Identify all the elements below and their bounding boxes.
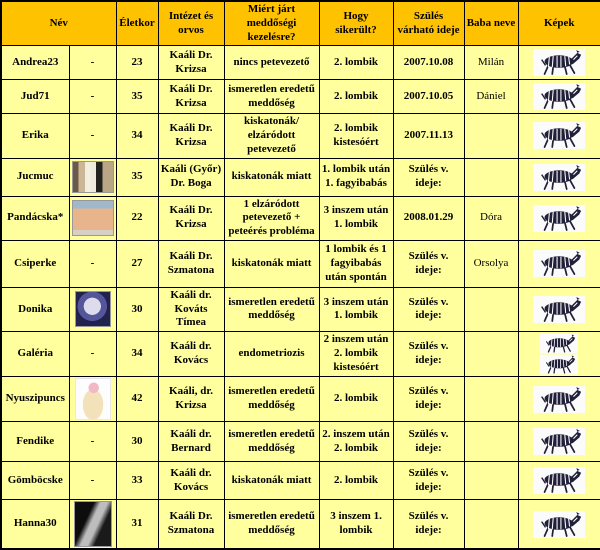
pictures-cell — [518, 332, 600, 377]
member-name-cell: Galéria — [1, 332, 69, 377]
age-cell: 31 — [116, 500, 158, 550]
member-photo-cell: - — [69, 422, 116, 462]
due-date-cell: Szülés v. ideje: — [393, 422, 464, 462]
result-cell: 2. lombik — [319, 46, 393, 80]
treatment-reason-cell: kiskatonák miatt — [224, 462, 319, 500]
member-photo-cell: - — [69, 114, 116, 158]
zebra-icon — [540, 333, 578, 354]
header-due-date: Szülés várható ideje — [393, 1, 464, 46]
table-row — [1, 332, 600, 377]
result-cell: 1. lombik után 1. fagyibabás — [319, 158, 393, 196]
age-cell: 30 — [116, 422, 158, 462]
table-row — [1, 287, 600, 331]
treatment-reason-cell: ismeretlen eredetű meddőség — [224, 422, 319, 462]
baby-name-cell: Dániel — [464, 80, 518, 114]
result-cell: 2. inszem után 2. lombik — [319, 422, 393, 462]
pictures-cell — [518, 500, 600, 550]
treatment-reason-cell: kiskatonák/ elzáródott petevezető — [224, 114, 319, 158]
member-photo-cell — [69, 158, 116, 196]
member-photo-cell: - — [69, 80, 116, 114]
baby-name-cell — [464, 422, 518, 462]
header-row — [1, 1, 600, 46]
doctor-cell: Kaáli dr. Kovács — [158, 332, 224, 377]
header-result: Hogy sikerült? — [319, 1, 393, 46]
table-row — [1, 422, 600, 462]
age-cell: 35 — [116, 80, 158, 114]
age-cell: 34 — [116, 114, 158, 158]
baby-name-cell — [464, 287, 518, 331]
treatment-reason-cell: nincs petevezető — [224, 46, 319, 80]
result-cell: 2. lombik kistesóért — [319, 114, 393, 158]
pictures-cell — [518, 158, 600, 196]
header-pictures: Képek — [518, 1, 600, 46]
result-cell: 2. lombik — [319, 80, 393, 114]
doctor-cell: Kaáli Dr. Krizsa — [158, 46, 224, 80]
member-photo-cell — [69, 500, 116, 550]
zebra-icon — [533, 467, 585, 494]
baby-name-cell — [464, 114, 518, 158]
zebra-icon — [540, 354, 578, 375]
bw-pregnancy-photo — [74, 501, 112, 547]
treatment-reason-cell: endometriozis — [224, 332, 319, 377]
due-date-cell: Szülés v. ideje: — [393, 158, 464, 196]
doctor-cell: Kaáli, dr. Krizsa — [158, 377, 224, 422]
pictures-cell — [518, 114, 600, 158]
pictures-cell — [518, 80, 600, 114]
due-date-cell: Szülés v. ideje: — [393, 462, 464, 500]
zebra-icon — [533, 386, 585, 413]
wedding-photo — [72, 161, 114, 193]
zebra-icon — [533, 122, 585, 149]
result-cell: 3 inszem után 1. lombik — [319, 287, 393, 331]
treatment-reason-cell: 1 elzáródott petevezető + peteérés probléma — [224, 196, 319, 240]
table-row — [1, 46, 600, 80]
age-cell: 30 — [116, 287, 158, 331]
due-date-cell: 2008.01.29 — [393, 196, 464, 240]
doctor-cell: Kaáli Dr. Krizsa — [158, 114, 224, 158]
bunny-cartoon-photo — [75, 378, 111, 420]
result-cell: 1 lombik és 1 fagyibabás után spontán — [319, 240, 393, 287]
doctor-cell: Kaáli Dr. Krizsa — [158, 80, 224, 114]
baby-name-cell — [464, 158, 518, 196]
header-doctor: Intézet és orvos — [158, 1, 224, 46]
baby-name-cell: Orsolya — [464, 240, 518, 287]
member-photo-cell — [69, 287, 116, 331]
due-date-cell: Szülés v. ideje: — [393, 287, 464, 331]
treatment-reason-cell: ismeretlen eredetű meddőség — [224, 287, 319, 331]
zebra-icon — [533, 49, 585, 76]
pictures-cell — [518, 287, 600, 331]
member-name-cell: Jucmuc — [1, 158, 69, 196]
result-cell: 3 inszem után 1. lombik — [319, 196, 393, 240]
doctor-cell: Kaáli Dr. Szmatona — [158, 500, 224, 550]
baby-name-cell: Dóra — [464, 196, 518, 240]
baby-name-cell — [464, 500, 518, 550]
treatment-reason-cell: kiskatonák miatt — [224, 240, 319, 287]
dumbo-cartoon-photo — [75, 291, 111, 327]
age-cell: 22 — [116, 196, 158, 240]
table-row — [1, 500, 600, 550]
baby-name-cell — [464, 377, 518, 422]
member-name-cell: Hanna30 — [1, 500, 69, 550]
due-date-cell: Szülés v. ideje: — [393, 500, 464, 550]
member-photo-cell — [69, 196, 116, 240]
age-cell: 42 — [116, 377, 158, 422]
doctor-cell: Kaáli dr. Kovács — [158, 462, 224, 500]
member-name-cell: Erika — [1, 114, 69, 158]
pictures-cell — [518, 462, 600, 500]
member-photo-cell: - — [69, 240, 116, 287]
pregnant-belly-photo — [72, 200, 114, 236]
age-cell: 35 — [116, 158, 158, 196]
result-cell: 2 inszem után 2. lombik kistesóért — [319, 332, 393, 377]
doctor-cell: Kaáli dr. Kováts Tímea — [158, 287, 224, 331]
age-cell: 34 — [116, 332, 158, 377]
table-row — [1, 462, 600, 500]
member-name-cell: Pandácska* — [1, 196, 69, 240]
header-reason: Miért járt meddőségi kezelésre? — [224, 1, 319, 46]
header-baby-name: Baba neve — [464, 1, 518, 46]
doctor-cell: Kaáli Dr. Krizsa — [158, 196, 224, 240]
member-name-cell: Andrea23 — [1, 46, 69, 80]
member-photo-cell: - — [69, 332, 116, 377]
baby-name-cell — [464, 332, 518, 377]
age-cell: 33 — [116, 462, 158, 500]
treatment-reason-cell: ismeretlen eredetű meddőség — [224, 80, 319, 114]
header-name: Név — [1, 1, 116, 46]
header-age: Életkor — [116, 1, 158, 46]
zebra-icon — [533, 428, 585, 455]
member-name-cell: Csiperke — [1, 240, 69, 287]
age-cell: 27 — [116, 240, 158, 287]
due-date-cell: Szülés v. ideje: — [393, 377, 464, 422]
zebra-icon — [533, 250, 585, 277]
table-row — [1, 158, 600, 196]
treatment-reason-cell: ismeretlen eredetű meddőség — [224, 377, 319, 422]
zebra-icon — [533, 511, 585, 538]
pictures-cell — [518, 240, 600, 287]
pictures-cell — [518, 196, 600, 240]
baby-name-cell: Milán — [464, 46, 518, 80]
table-row — [1, 377, 600, 422]
table-row — [1, 114, 600, 158]
treatment-reason-cell: kiskatonák miatt — [224, 158, 319, 196]
due-date-cell: Szülés v. ideje: — [393, 332, 464, 377]
member-name-cell: Donika — [1, 287, 69, 331]
pictures-cell — [518, 422, 600, 462]
due-date-cell: 2007.10.05 — [393, 80, 464, 114]
pictures-cell — [518, 46, 600, 80]
due-date-cell: Szülés v. ideje: — [393, 240, 464, 287]
member-photo-cell: - — [69, 46, 116, 80]
doctor-cell: Kaáli (Győr) Dr. Boga — [158, 158, 224, 196]
doctor-cell: Kaáli Dr. Szmatona — [158, 240, 224, 287]
table-row — [1, 80, 600, 114]
result-cell: 3 inszem 1. lombik — [319, 500, 393, 550]
table-row — [1, 196, 600, 240]
treatment-reason-cell: ismeretlen eredetű meddőség — [224, 500, 319, 550]
member-photo-cell: - — [69, 462, 116, 500]
pictures-cell — [518, 377, 600, 422]
zebra-icon — [533, 205, 585, 232]
member-name-cell: Nyuszipuncs — [1, 377, 69, 422]
doctor-cell: Kaáli dr. Bernard — [158, 422, 224, 462]
zebra-icon — [533, 164, 585, 191]
member-name-cell: Fendike — [1, 422, 69, 462]
member-name-cell: Gömböcske — [1, 462, 69, 500]
table-row — [1, 240, 600, 287]
due-date-cell: 2007.11.13 — [393, 114, 464, 158]
result-cell: 2. lombik — [319, 462, 393, 500]
age-cell: 23 — [116, 46, 158, 80]
zebra-icon — [533, 296, 585, 323]
result-cell: 2. lombik — [319, 377, 393, 422]
member-name-cell: Jud71 — [1, 80, 69, 114]
zebra-icon — [533, 83, 585, 110]
member-photo-cell — [69, 377, 116, 422]
table-header — [1, 1, 600, 46]
due-date-cell: 2007.10.08 — [393, 46, 464, 80]
table-body — [1, 46, 600, 549]
baby-name-cell — [464, 462, 518, 500]
